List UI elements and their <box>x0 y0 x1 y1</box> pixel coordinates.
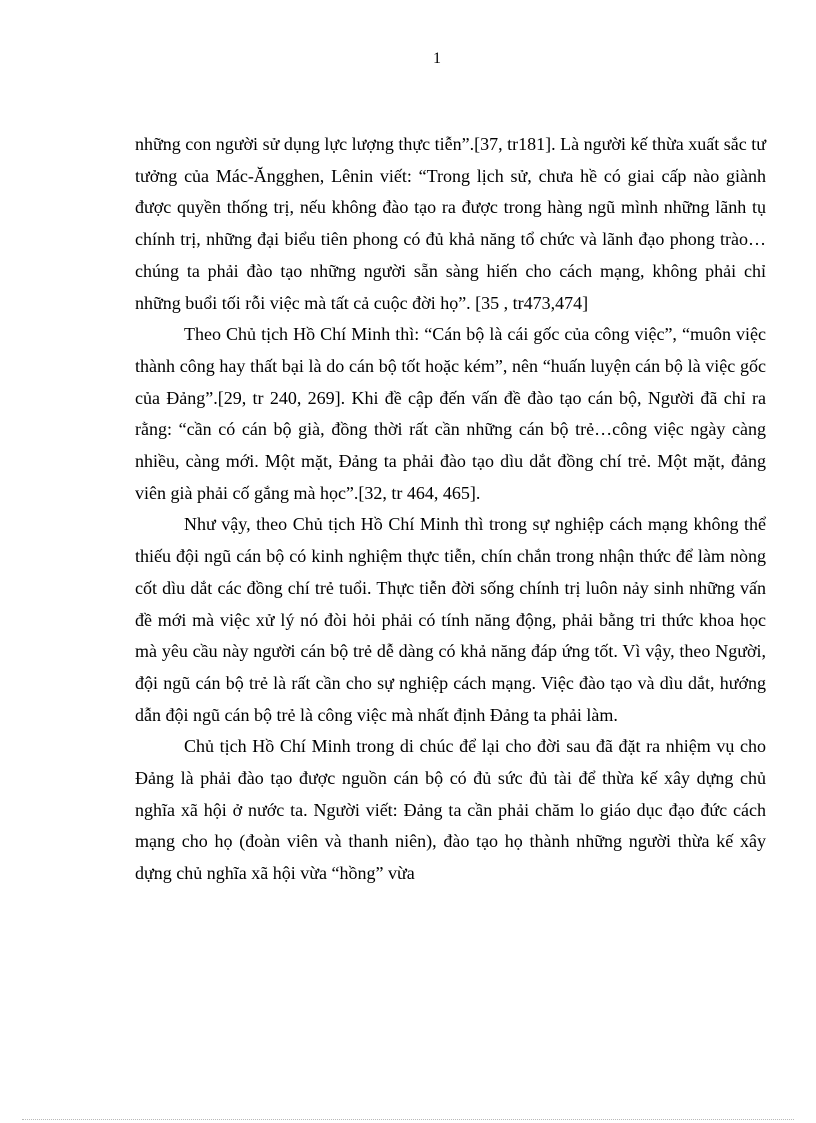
paragraph-continuation: những con người sử dụng lực lượng thực tiễn”.[37, tr181]. Là người kế thừa xuất sắc tư tưởng của Mác-Ăngghen, Lênin viết: “Trong lịch sử, chưa hề có giai cấp nào giành được quyền thống trị, nếu không đào tạo ra được trong hàng ngũ mình những lãnh tụ chính trị, những đại biểu tiên phong có đủ khả năng tổ chức và lãnh đạo phong trào…chúng ta phải đào tạo những người sẵn sàng hiến cho cách mạng, không phải chỉ những buổi tối rỗi việc mà tất cả cuộc đời họ”. [35 , tr473,474] <box>135 134 766 313</box>
paragraph-cadre-root: Theo Chủ tịch Hồ Chí Minh thì: “Cán bộ là cái gốc của công việc”, “muôn việc thành công hay thất bại là do cán bộ tốt hoặc kém”, nên “huấn luyện cán bộ là việc gốc của Đảng”.[29, tr 240, 269]. Khi đề cập đến vấn đề đào tạo cán bộ, Người đã chỉ ra rằng: “cần có cán bộ già, đồng thời rất cần những cán bộ trẻ…công việc ngày càng nhiều, càng mới. Một mặt, Đảng ta phải đào tạo dìu dắt đồng chí trẻ. Một mặt, đảng viên già phải cố gắng mà học”.[32, tr 464, 465]. <box>135 324 766 503</box>
paragraph-experienced-cadres: Như vậy, theo Chủ tịch Hồ Chí Minh thì trong sự nghiệp cách mạng không thể thiếu đội ngũ cán bộ có kinh nghiệm thực tiễn, chín chắn trong nhận thức để làm nòng cốt dìu dắt các đồng chí trẻ tuổi. Thực tiễn đời sống chính trị luôn nảy sinh những vấn đề mới mà việc xử lý nó đòi hỏi phải có tính năng động, phải bằng tri thức khoa học mà yêu cầu này người cán bộ trẻ dễ dàng có khả năng đáp ứng tốt. Vì vậy, theo Người, đội ngũ cán bộ trẻ là rất cần cho sự nghiệp cách mạng. Việc đào tạo và dìu dắt, hướng dẫn đội ngũ cán bộ trẻ là công việc mà nhất định Đảng ta phải làm. <box>135 514 766 725</box>
paragraph-testament: Chủ tịch Hồ Chí Minh trong di chúc để lại cho đời sau đã đặt ra nhiệm vụ cho Đảng là phải đào tạo được nguồn cán bộ có đủ sức đủ tài để thừa kế xây dựng chủ nghĩa xã hội ở nước ta. Người viết: Đảng ta cần phải chăm lo giáo dục đạo đức cách mạng cho họ (đoàn viên và thanh niên), đào tạo họ thành những người thừa kế xây dựng chủ nghĩa xã hội vừa “hồng” vừa <box>135 736 766 884</box>
document-body <box>135 129 766 890</box>
page-bottom-divider <box>22 1119 794 1120</box>
page-number: 1 <box>433 50 441 67</box>
